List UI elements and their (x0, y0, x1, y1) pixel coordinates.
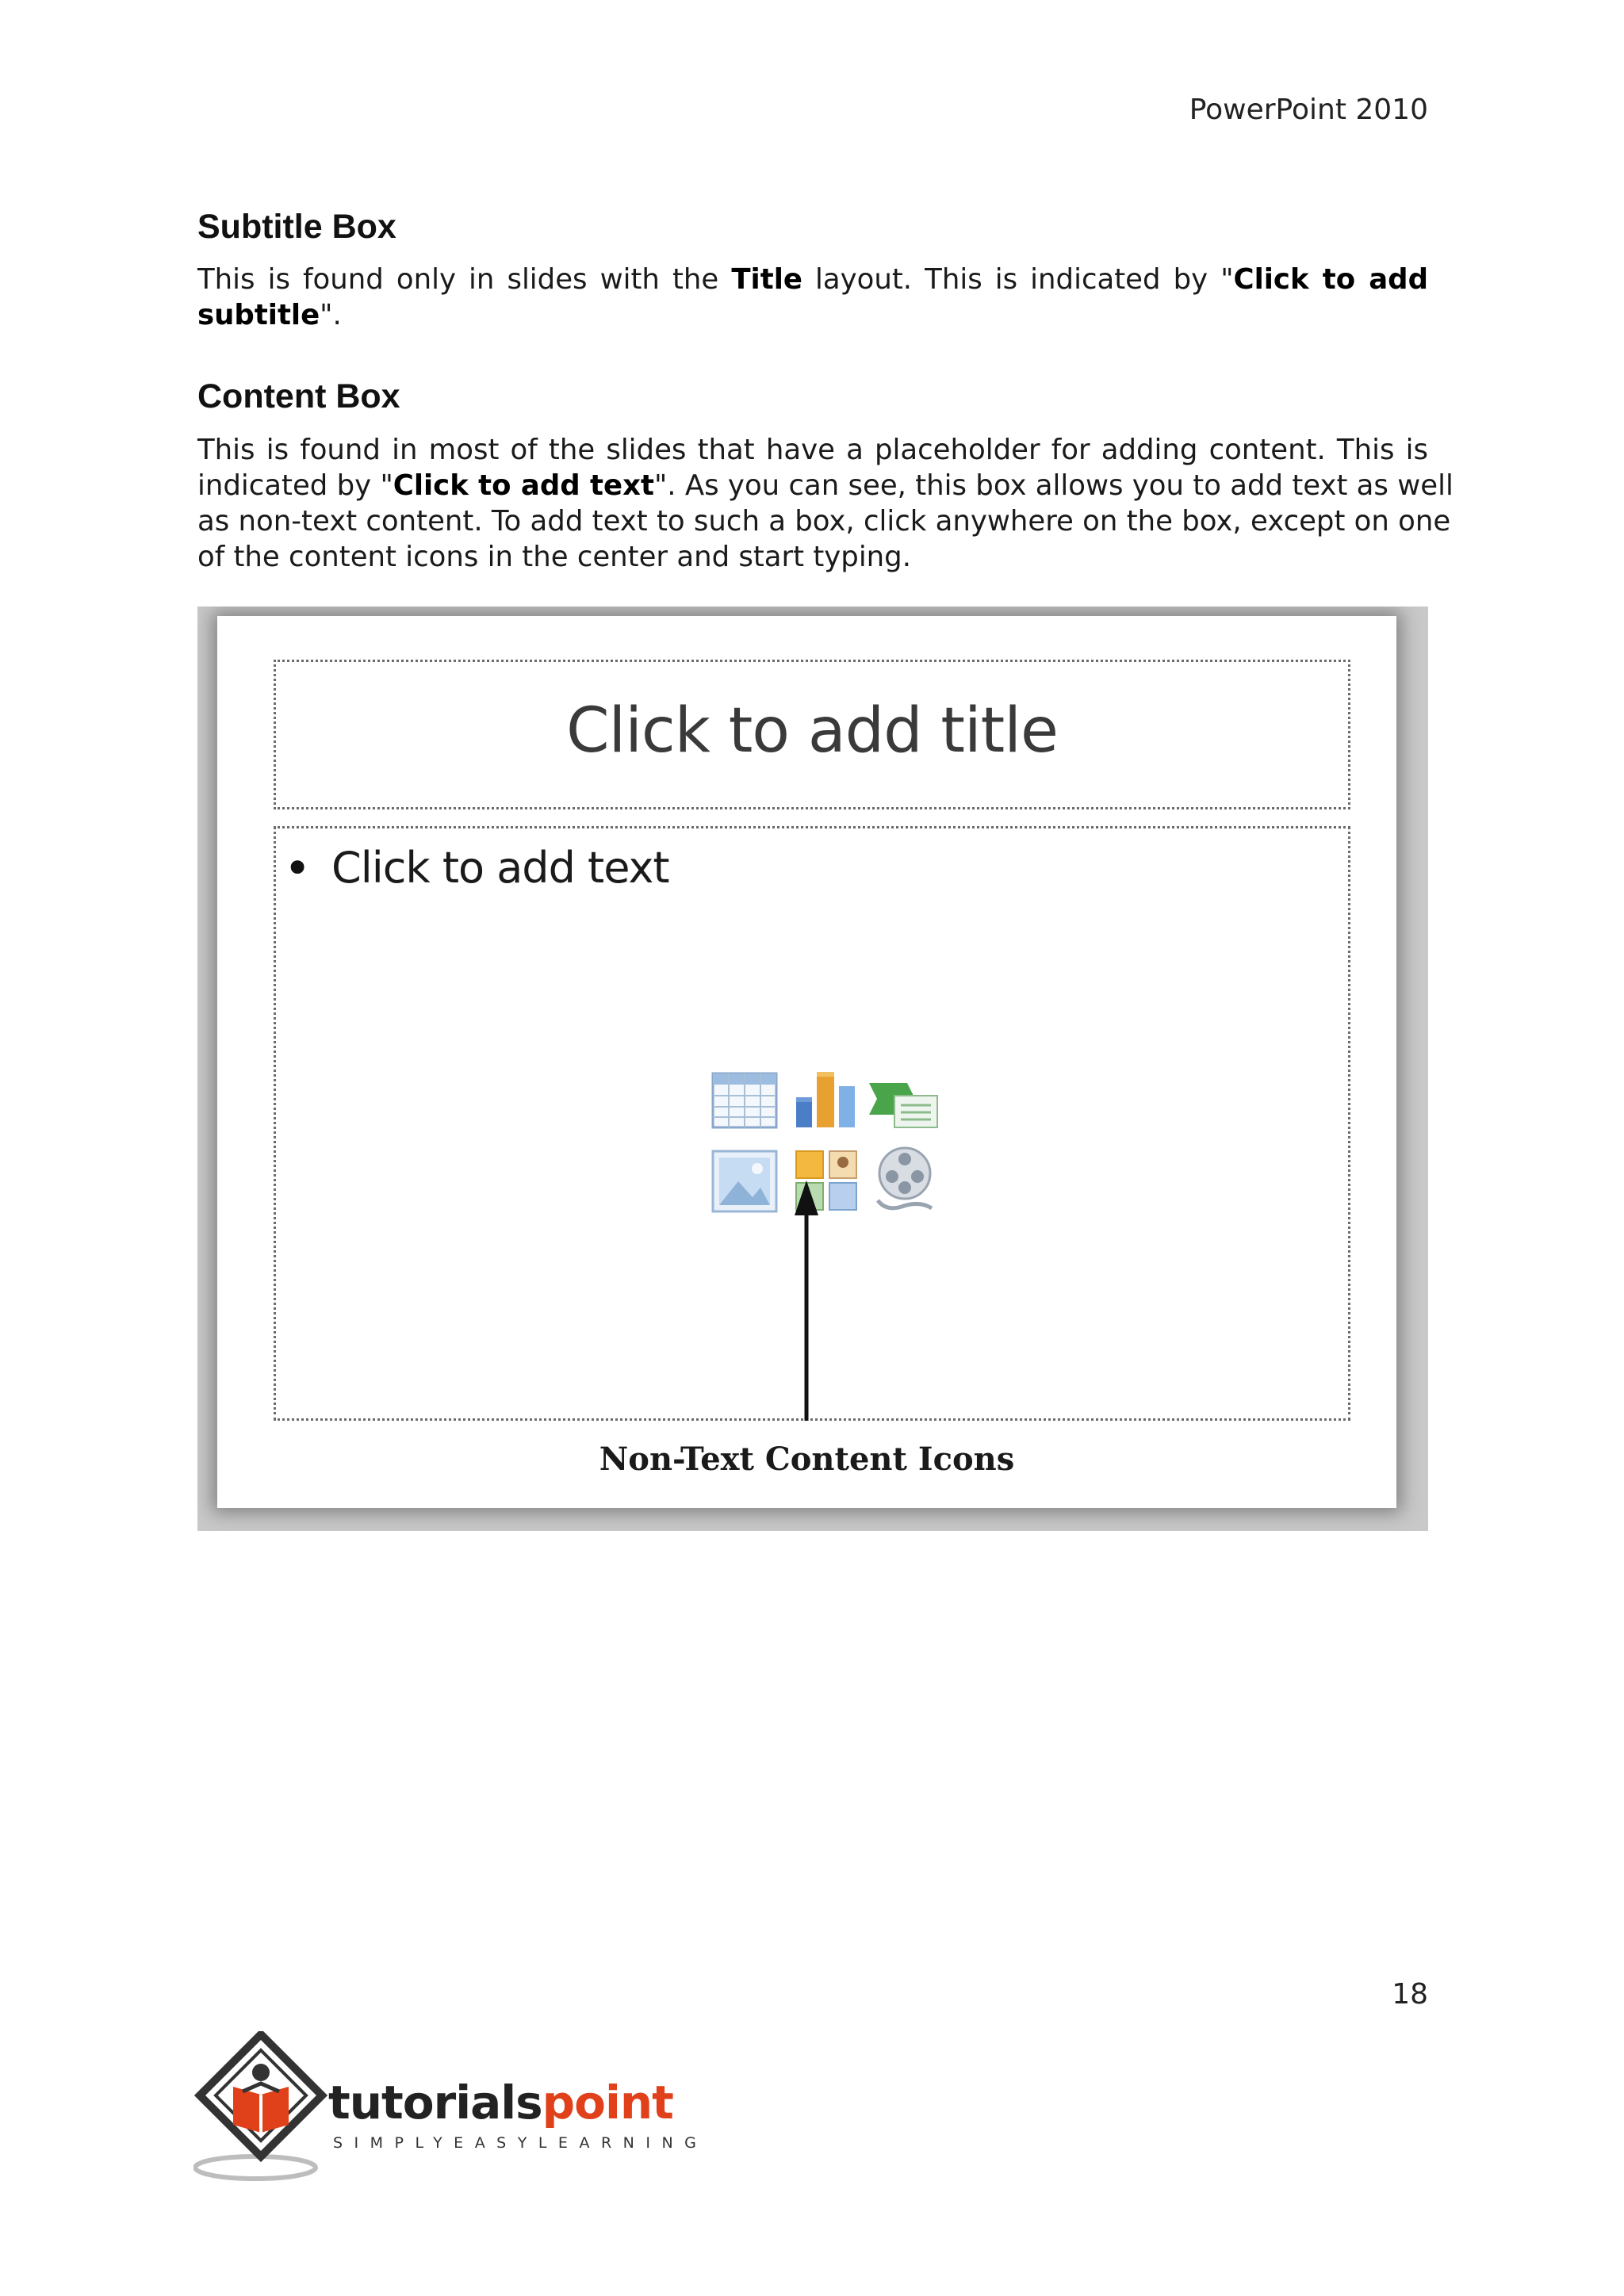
logo-word-point: point (542, 2076, 673, 2130)
text-run: ". As you can see, this box allows you to add text as well (653, 469, 1454, 502)
slide (217, 616, 1396, 1508)
arrow-icon (217, 616, 1396, 1508)
text-run: This is found only in slides with the (197, 263, 732, 296)
paragraph-line (197, 468, 1454, 503)
paragraph-line (197, 297, 1428, 333)
slide-screenshot-figure (197, 607, 1428, 1531)
content-placeholder-text: Click to add text (331, 843, 669, 893)
logo-emblem-icon (193, 2031, 328, 2182)
logo-tagline: SIMPLYEASYLEARNING (333, 2134, 708, 2152)
tutorialspoint-logo[interactable] (193, 2031, 708, 2182)
bold-run: Click to add text (393, 469, 654, 502)
text-run: ". (320, 299, 342, 331)
subtitle-box-paragraph (197, 262, 1428, 333)
text-run: layout. This is indicated by " (802, 263, 1234, 296)
content-box-heading: Content Box (197, 377, 400, 415)
paragraph-line: as non-text content. To add text to such a box, click anywhere on the box, except on one (197, 505, 1451, 538)
bold-run: subtitle (197, 299, 320, 331)
logo-wordmark (328, 2076, 673, 2130)
subtitle-box-heading: Subtitle Box (197, 208, 396, 246)
running-header: PowerPoint 2010 (1189, 94, 1428, 126)
paragraph-line (197, 262, 1428, 297)
paragraph-line: This is found in most of the slides that have a placeholder for adding content. This is (197, 434, 1428, 466)
figure-caption: Non-Text Content Icons (599, 1441, 1015, 1478)
paragraph-line: of the content icons in the center and start typing. (197, 541, 911, 573)
text-run: indicated by " (197, 469, 393, 502)
page-number: 18 (1392, 1978, 1428, 2011)
logo-word-tutorials: tutorials (328, 2076, 542, 2130)
content-box-paragraph (197, 432, 1454, 575)
bold-run: Click to add (1233, 263, 1428, 296)
bullet: • (284, 841, 312, 895)
title-placeholder-text: Click to add title (566, 695, 1058, 767)
bold-run: Title (731, 263, 802, 296)
